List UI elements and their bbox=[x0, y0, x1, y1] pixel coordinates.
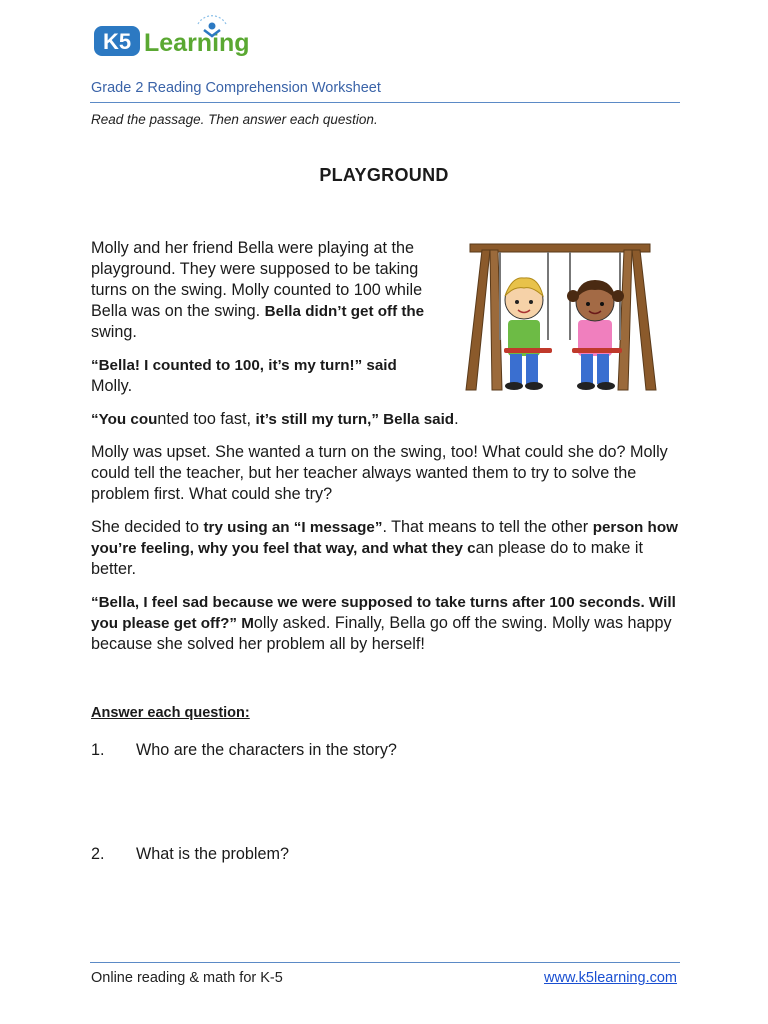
passage-paragraph-1: Molly and her friend Bella were playing at the playground. They were supposed to be taking turns on the swing. Molly counted to 100 while Bella was on the swing. Bella didn’t get off the swing. bbox=[91, 239, 425, 341]
logo-learning-text: Learning bbox=[144, 29, 250, 57]
question-text: Who are the characters in the story? bbox=[136, 741, 397, 759]
answer-section-label: Answer each question: bbox=[91, 705, 250, 721]
question-1 bbox=[91, 741, 397, 760]
story-passage bbox=[91, 238, 691, 667]
question-text: What is the problem? bbox=[136, 845, 289, 863]
passage-paragraph-3: “You counted too fast, it’s still my turn,” Bella said. bbox=[91, 410, 459, 428]
passage-paragraph-4: Molly was upset. She wanted a turn on the swing, too! What could she do? Molly could tell the teacher, but her teacher always wanted them to try to solve the problem first. What could she try? bbox=[91, 443, 668, 503]
question-2 bbox=[91, 845, 289, 864]
question-number: 1. bbox=[91, 741, 105, 759]
instructions-text: Read the passage. Then answer each question. bbox=[91, 112, 378, 127]
logo-k5-text: K5 bbox=[102, 29, 132, 54]
passage-paragraph-5: She decided to try using an “I message”. That means to tell the other person how you’re feeling, why you feel that way, and what they can please do to make it better. bbox=[91, 518, 678, 578]
k5-learning-logo bbox=[92, 14, 262, 62]
header-divider bbox=[90, 102, 680, 103]
story-title: PLAYGROUND bbox=[319, 165, 449, 185]
passage-paragraph-6: “Bella, I feel sad because we were supposed to take turns after 100 seconds. Will you please get off?” Molly asked. Finally, Bella go off the swing. Molly was happy because she solved her problem all by herself! bbox=[91, 594, 676, 653]
passage-paragraph-2: “Bella! I counted to 100, it’s my turn!” said Molly. bbox=[91, 357, 397, 395]
footer-tagline: Online reading & math for K-5 bbox=[91, 970, 283, 986]
footer-divider bbox=[90, 962, 680, 963]
question-number: 2. bbox=[91, 845, 105, 863]
footer-website-link[interactable]: www.k5learning.com bbox=[544, 970, 677, 986]
worksheet-header-title: Grade 2 Reading Comprehension Worksheet bbox=[91, 80, 381, 96]
